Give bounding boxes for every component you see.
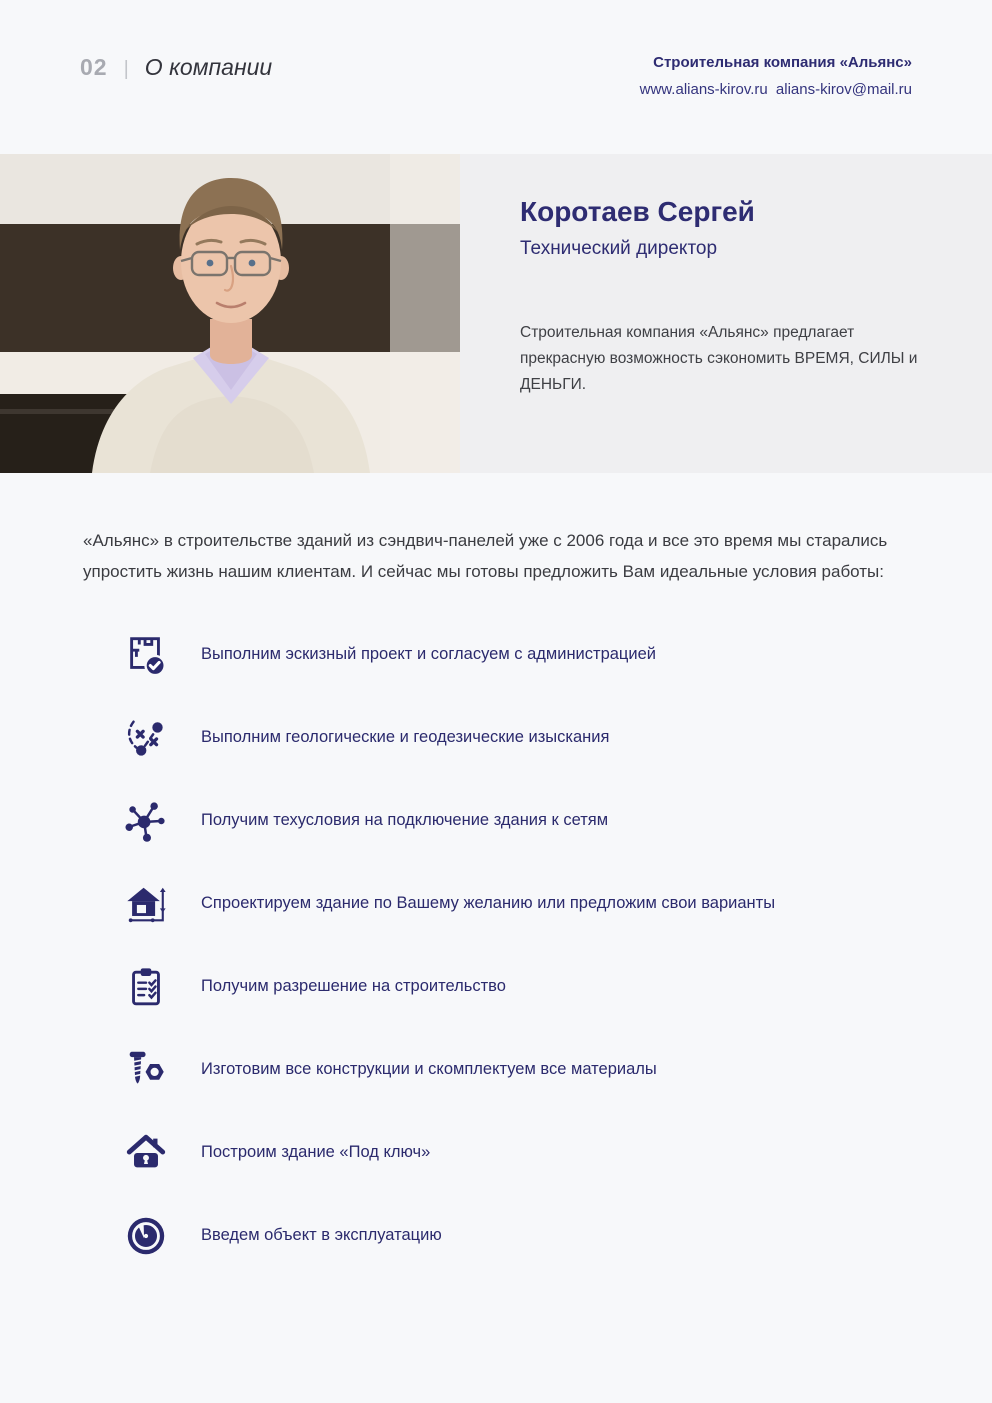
- house-measure-icon: [123, 881, 169, 927]
- email-link[interactable]: alians-kirov@mail.ru: [775, 81, 912, 98]
- website-link[interactable]: www.alians-kirov.ru: [639, 81, 768, 98]
- list-item: [123, 1194, 913, 1277]
- page-number: 02: [80, 54, 108, 80]
- breadcrumb: [80, 54, 272, 81]
- person-job-title: Технический директор: [520, 238, 718, 259]
- list-item: [123, 945, 913, 1028]
- survey-route-icon: [123, 715, 169, 761]
- page-header: [0, 0, 992, 98]
- service-label: Спроектируем здание по Вашему желанию или предложим свои варианты: [201, 894, 776, 912]
- company-name: Строительная компания «Альянс»: [653, 54, 912, 71]
- stopwatch-icon: [123, 1213, 169, 1259]
- clipboard-checklist-icon: [123, 964, 169, 1010]
- service-label: Построим здание «Под ключ»: [201, 1143, 431, 1161]
- service-label: Изготовим все конструкции и скомплектуем все материалы: [201, 1060, 657, 1078]
- services-list: [123, 613, 913, 1277]
- list-item: [123, 1111, 913, 1194]
- profile-panel: [460, 154, 992, 473]
- person-description: Строительная компания «Альянс» предлагает прекрасную возможность сэкономить ВРЕМЯ, СИЛЫ и ДЕНЬГИ.: [520, 324, 918, 393]
- intro-paragraph: «Альянс» в строительстве зданий из сэндвич-панелей уже с 2006 года и все это время мы старались упростить жизнь нашим клиентам. И сейчас мы готовы предложить Вам идеальные условия работы:: [83, 531, 888, 581]
- company-contacts: [640, 81, 912, 98]
- list-item: [123, 1028, 913, 1111]
- service-label: Выполним эскизный проект и согласуем с администрацией: [201, 645, 656, 663]
- list-item: [123, 779, 913, 862]
- list-item: [123, 862, 913, 945]
- hero-section: [0, 154, 992, 473]
- service-label: Введем объект в эксплуатацию: [201, 1226, 442, 1244]
- service-label: Получим техусловия на подключение здания к сетям: [201, 811, 609, 829]
- list-item: [123, 613, 913, 696]
- network-hub-icon: [123, 798, 169, 844]
- house-turnkey-icon: [123, 1130, 169, 1176]
- portrait-illustration: [0, 154, 460, 473]
- header-divider: |: [123, 58, 129, 80]
- blueprint-check-icon: [123, 632, 169, 678]
- section-title: О компании: [144, 54, 273, 80]
- portrait-photo: [0, 154, 460, 473]
- company-header: [640, 54, 912, 98]
- screw-nut-icon: [123, 1047, 169, 1093]
- person-name: Коротаев Сергей: [520, 196, 755, 227]
- list-item: [123, 696, 913, 779]
- service-label: Выполним геологические и геодезические изыскания: [201, 728, 610, 746]
- service-label: Получим разрешение на строительство: [201, 977, 506, 995]
